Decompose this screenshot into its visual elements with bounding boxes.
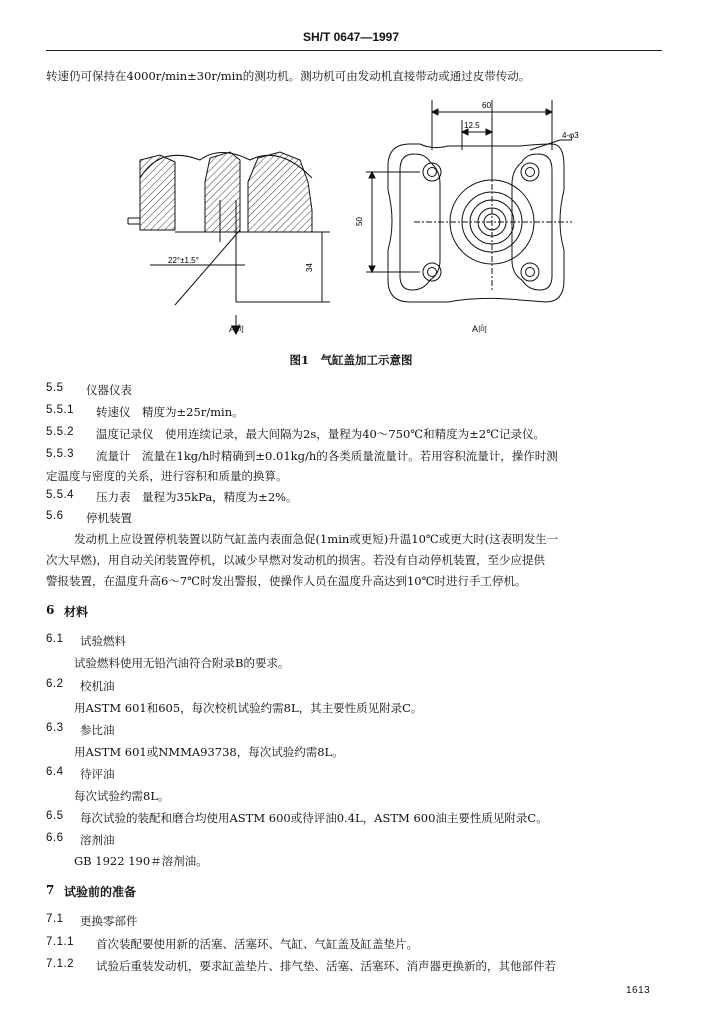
- dim-60-label: 60: [482, 101, 491, 110]
- s6-4-title: 待评油: [80, 767, 115, 781]
- s5-5-3-number: 5.5.3: [46, 448, 75, 460]
- s6-1-text: 试验燃料使用无铅汽油符合附录B的要求。: [74, 656, 290, 670]
- section-view: [128, 152, 330, 334]
- s7-1-number: 7.1: [46, 913, 64, 925]
- s7-title: 试验前的准备: [64, 885, 137, 899]
- s7-1-1-text: 首次装配要使用新的活塞、活塞环、气缸、气缸盖及缸盖垫片。: [96, 937, 418, 951]
- view-a-right-label: A向: [472, 324, 488, 334]
- s5-6-title: 停机装置: [86, 511, 132, 525]
- s6-6-number: 6.6: [46, 832, 64, 844]
- s6-2-title: 校机油: [80, 679, 115, 693]
- s6-3-text: 用ASTM 601或NMMA93738，每次试验约需8L。: [74, 745, 344, 759]
- s5-5-number: 5.5: [46, 382, 64, 394]
- s7-number: 7: [46, 883, 55, 897]
- plan-view: [366, 100, 572, 302]
- s5-5-2-number: 5.5.2: [46, 426, 75, 438]
- s5-6-line-1: 发动机上应设置停机装置以防气缸盖内表面急促(1min或更短)升温10℃或更大时(这表明发生一: [74, 532, 559, 546]
- dim-50-label: 50: [355, 217, 364, 226]
- s6-3-number: 6.3: [46, 722, 64, 734]
- s6-4-text: 每次试验约需8L。: [74, 789, 170, 803]
- s5-5-1-text: 转速仪 精度为±25r/min。: [96, 405, 244, 419]
- dim-12-5-label: 12.5: [464, 121, 480, 130]
- s7-1-1-number: 7.1.1: [46, 936, 75, 948]
- s6-3-title: 参比油: [80, 723, 115, 737]
- s5-6-number: 5.6: [46, 510, 64, 522]
- intro-line: 转速仍可保持在4000r/min±30r/min的测功机。测功机可由发动机直接带动或通过皮带传动。: [46, 69, 531, 83]
- s5-5-1-number: 5.5.1: [46, 404, 75, 416]
- s5-5-4-number: 5.5.4: [46, 489, 75, 501]
- view-a-left-label: A向: [229, 324, 245, 334]
- s5-5-4-text: 压力表 量程为35kPa，精度为±2%。: [96, 490, 298, 504]
- s6-4-number: 6.4: [46, 766, 64, 778]
- s6-1-title: 试验燃料: [80, 634, 126, 648]
- dim-34-label: 34: [305, 263, 314, 272]
- page-header: SH/T 0647—1997: [302, 30, 400, 44]
- s6-number: 6: [46, 603, 55, 617]
- holes-label: 4-φ3: [562, 131, 579, 140]
- s6-2-number: 6.2: [46, 678, 64, 690]
- s7-1-2-text: 试验后重装发动机，要求缸盖垫片、排气垫、活塞、活塞环、消声器更换新的，其他部件若: [96, 959, 556, 973]
- figure-1-drawing: [0, 90, 702, 355]
- s5-5-title: 仪器仪表: [86, 383, 132, 397]
- angle-label: 22°±1.5°: [168, 256, 199, 265]
- s5-5-2-text: 温度记录仪 使用连续记录，最大间隔为2s，量程为40～750℃和精度为±2℃记录仪。: [96, 427, 545, 441]
- s5-5-3-line-1: 流量计 流量在1kg/h时精确到±0.01kg/h的各类质量流量计。若用容积流量计，操作时测: [96, 449, 558, 463]
- s6-5-text: 每次试验的装配和磨合均使用ASTM 600或待评油0.4L，ASTM 600油主要性质见附录C。: [80, 811, 548, 825]
- s5-6-line-2: 次大早燃)，用自动关闭装置停机，以减少早燃对发动机的损害。若没有自动停机装置，至少应提供: [46, 553, 545, 567]
- s7-1-title: 更换零部件: [80, 914, 138, 928]
- s5-5-3-line-2: 定温度与密度的关系，进行容积和质量的换算。: [46, 469, 288, 483]
- s6-6-title: 溶剂油: [80, 833, 115, 847]
- s6-5-number: 6.5: [46, 810, 64, 822]
- s6-title: 材料: [64, 605, 89, 619]
- s6-1-number: 6.1: [46, 633, 64, 645]
- s6-2-text: 用ASTM 601和605，每次校机试验约需8L，其主要性质见附录C。: [74, 701, 423, 715]
- s7-1-2-number: 7.1.2: [46, 958, 75, 970]
- s6-6-text: GB 1922 190＃溶剂油。: [74, 854, 208, 868]
- page-number: 1613: [626, 985, 651, 996]
- figure-caption: 图1 气缸盖加工示意图: [289, 353, 413, 367]
- s5-6-line-3: 警报装置，在温度升高6～7℃时发出警报，使操作人员在温度升高达到10℃时进行手工停机。: [46, 574, 527, 588]
- header-rule: [46, 50, 662, 51]
